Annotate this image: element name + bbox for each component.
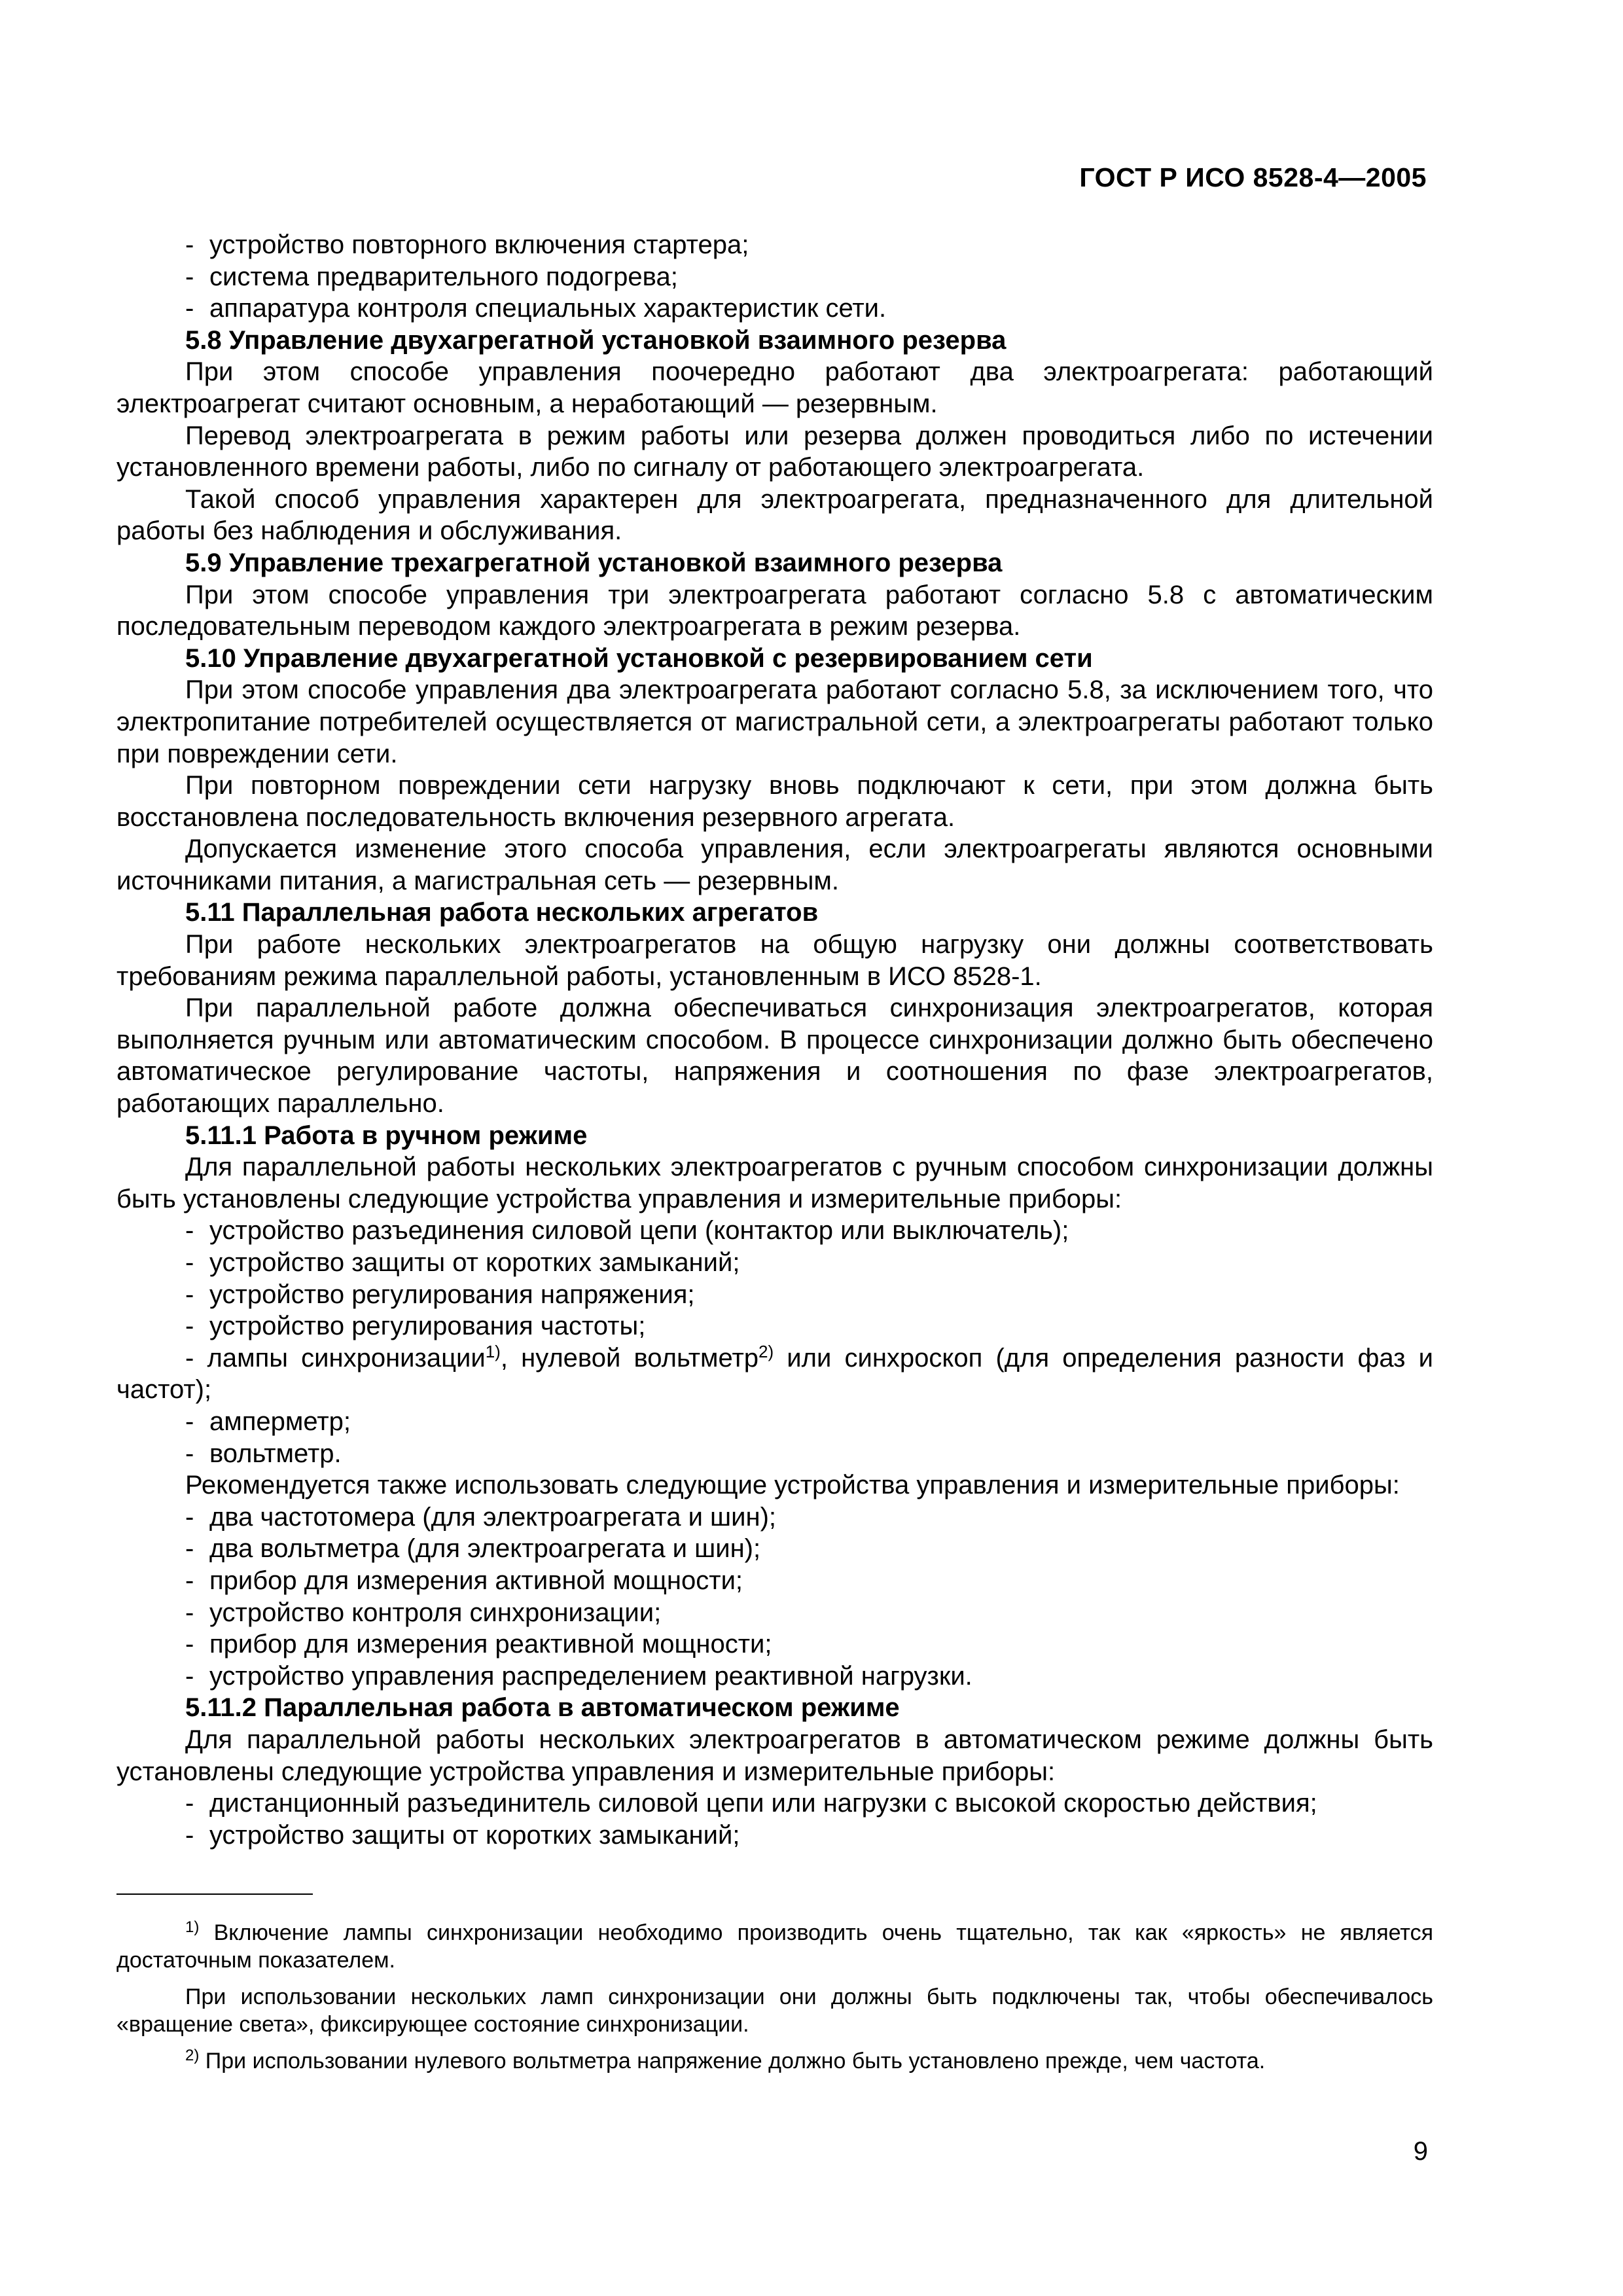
list-item: - аппаратура контроля специальных характеристик сети. [116,293,1433,325]
footnote-2 [116,2047,1433,2075]
paragraph: При этом способе управления три электроагрегата работают согласно 5.8 с автоматическим последовательным переводом каждого электроагрегата в режим резерва. [116,580,1433,641]
paragraph: При работе нескольких электроагрегатов на общую нагрузку они должны соответствовать требованиям режима параллельной работы, установленным в ИСО 8528-1. [116,930,1433,991]
list-item: - два вольтметра (для электроагрегата и шин); [116,1533,1433,1565]
paragraph: При этом способе управления поочередно работают два электроагрегата: работающий электроагрегат считают основным, а неработающий — резервным. [116,357,1433,418]
list-item: - устройство повторного включения стартера; [116,229,1433,261]
list-item: - прибор для измерения реактивной мощности; [116,1628,1433,1660]
list-item: - устройство защиты от коротких замыканий; [116,1820,1433,1852]
paragraph: Такой способ управления характерен для электроагрегата, предназначенного для длительной работы без наблюдения и обслуживания. [116,484,1433,546]
list-item-with-footnotes: - лампы синхронизации$^{1)}$, нулевой вольтметр$^{2)}$ или синхроскоп (для определения разности фаз и частот); [116,1341,1434,1405]
footnote-divider [116,1893,313,1895]
list-item-text: , нулевой вольтметр [500,1343,759,1372]
list-item-text: или синхроскоп (для определения разности фаз и частот); [116,1343,1434,1405]
paragraph: При этом способе управления два электроагрегата работают согласно 5.8, за исключением того, что электропитание потребителей осуществляется от магистральной сети, а электроагрегаты работают только при повреждении сети. [116,675,1433,768]
footnote-text: Включение лампы синхронизации необходимо производить очень тщательно, так как «яркость» не является достаточным показателем. [116,1920,1433,1973]
main-text [116,229,1433,1851]
section-heading-5-11: 5.11 Параллельная работа нескольких агрегатов [185,898,819,927]
paragraph: Допускается изменение этого способа управления, если электроагрегаты являются основными источниками питания, а магистральная сеть — резервным. [116,834,1433,895]
footnotes [116,1919,1433,2084]
paragraph: Для параллельной работы нескольких электроагрегатов в автоматическом режиме должны быть установлены следующие устройства управления и измерительные приборы: [116,1725,1433,1786]
list-item: - прибор для измерения активной мощности; [116,1565,1433,1597]
list-item: - устройство защиты от коротких замыканий; [116,1247,1433,1279]
page-number: 9 [1413,2137,1428,2166]
list-item: - амперметр; [116,1406,1433,1438]
list-item: - вольтметр. [116,1438,1433,1470]
list-item: - устройство регулирования частоты; [116,1310,1433,1342]
footnote-ref-1: 1) [485,1341,501,1361]
footnote-ref-2: 2) [758,1341,774,1361]
paragraph: Для параллельной работы нескольких электроагрегатов с ручным способом синхронизации должны быть установлены следующие устройства управления и измерительные приборы: [116,1153,1433,1213]
list-item: - устройство контроля синхронизации; [116,1597,1433,1629]
document-code-header: ГОСТ Р ИСО 8528-4—2005 [1079,162,1427,192]
section-heading-5-10: 5.10 Управление двухагрегатной установкой с резервированием сети [185,643,1093,673]
footnote-text: При использовании нулевого вольтметра напряжение должно быть установлено прежде, чем частота. [199,2049,1266,2073]
list-item: - дистанционный разъединитель силовой цепи или нагрузки с высокой скоростью действия; [116,1787,1433,1820]
section-heading-5-9: 5.9 Управление трехагрегатной установкой взаимного резерва [185,548,1003,577]
footnote-1 [116,1919,1433,1974]
list-item: - устройство управления распределением реактивной нагрузки. [116,1660,1433,1693]
list-item: - устройство регулирования напряжения; [116,1279,1433,1311]
footnote-1-continuation: При использовании нескольких ламп синхронизации они должны быть подключены так, чтобы обеспечивалось «вращение света», фиксирующее состояние синхронизации. [116,1984,1433,2037]
footnote-mark-2: 2) [185,2047,200,2064]
section-heading-5-11-1: 5.11.1 Работа в ручном режиме [185,1121,588,1150]
section-heading-5-11-2: 5.11.2 Параллельная работа в автоматическом режиме [185,1693,900,1723]
list-item: - устройство разъединения силовой цепи (контактор или выключатель); [116,1215,1433,1247]
list-item: - система предварительного подогрева; [116,261,1433,293]
paragraph: При параллельной работе должна обеспечиваться синхронизация электроагрегатов, которая выполняется ручным или автоматическим способом. В процессе синхронизации должно быть обеспечено автоматическое регулирование частоты, напряжения и соотношения по фазе электроагрегатов, работающих параллельно. [116,994,1433,1119]
section-heading-5-8: 5.8 Управление двухагрегатной установкой взаимного резерва [185,325,1007,355]
paragraph: При повторном повреждении сети нагрузку вновь подключают к сети, при этом должна быть восстановлена последовательность включения резервного агрегата. [116,771,1433,832]
list-item: - два частотомера (для электроагрегата и шин); [116,1501,1433,1534]
list-item-text: лампы синхронизации [207,1343,486,1372]
footnote-mark-1: 1) [185,1918,200,1936]
paragraph: Рекомендуется также использовать следующие устройства управления и измерительные приборы: [185,1471,1400,1500]
paragraph: Перевод электроагрегата в режим работы или резерва должен проводиться либо по истечении установленного времени работы, либо по сигналу от работающего электроагрегата. [116,421,1433,482]
